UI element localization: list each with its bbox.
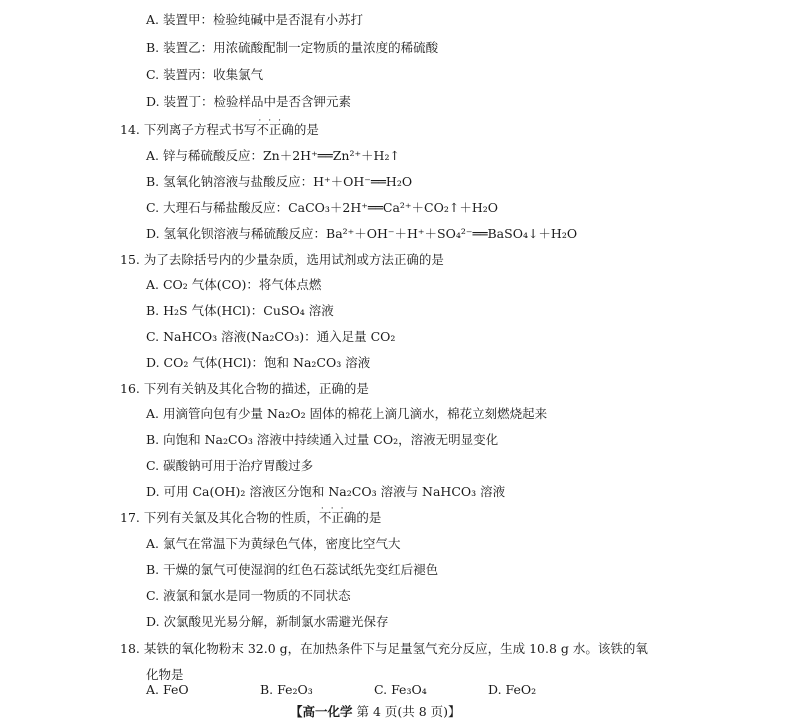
q18-option-c: C. Fe₃O₄ xyxy=(374,682,427,697)
q13-option-d: D. 装置丁：检验样品中是否含钾元素 xyxy=(146,94,352,109)
footer-subject: 【高一化学 xyxy=(290,704,353,719)
q16-stem: 16. 下列有关钠及其化合物的描述，正确的是 xyxy=(120,381,369,396)
q18-option-a: A. FeO xyxy=(146,682,189,697)
q17-option-c: C. 液氯和氯水是同一物质的不同状态 xyxy=(146,588,351,603)
q16-option-a: A. 用滴管向包有少量 Na₂O₂ 固体的棉花上滴几滴水，棉花立刻燃烧起来 xyxy=(146,406,548,421)
q15-option-c: C. NaHCO₃ 溶液(Na₂CO₃)：通入足量 CO₂ xyxy=(146,329,396,344)
q14-option-a: A. 锌与稀硫酸反应：Zn＋2H⁺══Zn²⁺＋H₂↑ xyxy=(146,148,400,163)
q18-option-b: B. Fe₂O₃ xyxy=(260,682,313,697)
q15-option-d: D. CO₂ 气体(HCl)：饱和 Na₂CO₃ 溶液 xyxy=(146,355,371,370)
q16-option-d: D. 可用 Ca(OH)₂ 溶液区分饱和 Na₂CO₃ 溶液与 NaHCO₃ 溶液 xyxy=(146,484,506,499)
q15-option-b: B. H₂S 气体(HCl)：CuSO₄ 溶液 xyxy=(146,303,334,318)
q13-option-c: C. 装置丙：收集氯气 xyxy=(146,67,264,82)
emphasis-not-correct: · · · 不正确 xyxy=(256,122,294,138)
q18-stem-line1: 18. 某铁的氧化物粉末 32.0 g，在加热条件下与足量氢气充分反应，生成 10.8 g 水。该铁的氧 xyxy=(120,641,648,656)
q18-stem-line2: 化物是 xyxy=(146,667,184,682)
q18-option-d: D. FeO₂ xyxy=(488,682,537,697)
q13-option-a: A. 装置甲：检验纯碱中是否混有小苏打 xyxy=(146,12,363,27)
q14-option-c: C. 大理石与稀盐酸反应：CaCO₃＋2H⁺══Ca²⁺＋CO₂↑＋H₂O xyxy=(146,200,498,215)
q15-option-a: A. CO₂ 气体(CO)：将气体点燃 xyxy=(146,277,322,292)
q17-option-a: A. 氯气在常温下为黄绿色气体，密度比空气大 xyxy=(146,536,401,551)
q14-option-d: D. 氢氧化钡溶液与稀硫酸反应：Ba²⁺＋OH⁻＋H⁺＋SO₄²⁻══BaSO₄↓＋H₂O xyxy=(146,226,578,241)
q17-option-b: B. 干燥的氯气可使湿润的红色石蕊试纸先变红后褪色 xyxy=(146,562,439,577)
q15-stem: 15. 为了去除括号内的少量杂质，选用试剂或方法正确的是 xyxy=(120,252,444,267)
q14-stem: 14. 下列离子方程式书写· · · 不正确的是 xyxy=(120,122,319,138)
footer-page-info: 第 4 页(共 8 页)】 xyxy=(352,704,461,719)
q13-option-b: B. 装置乙：用浓硫酸配制一定物质的量浓度的稀硫酸 xyxy=(146,40,439,55)
q14-option-b: B. 氢氧化钠溶液与盐酸反应：H⁺＋OH⁻══H₂O xyxy=(146,174,413,189)
q17-stem: 17. 下列有关氯及其化合物的性质，· · · 不正确的是 xyxy=(120,510,381,526)
q16-option-c: C. 碳酸钠可用于治疗胃酸过多 xyxy=(146,458,314,473)
q17-option-d: D. 次氯酸见光易分解，新制氯水需避光保存 xyxy=(146,614,389,629)
page-footer xyxy=(290,702,461,720)
emphasis-not-correct: · · · 不正确 xyxy=(319,510,357,526)
q16-option-b: B. 向饱和 Na₂CO₃ 溶液中持续通入过量 CO₂，溶液无明显变化 xyxy=(146,432,499,447)
